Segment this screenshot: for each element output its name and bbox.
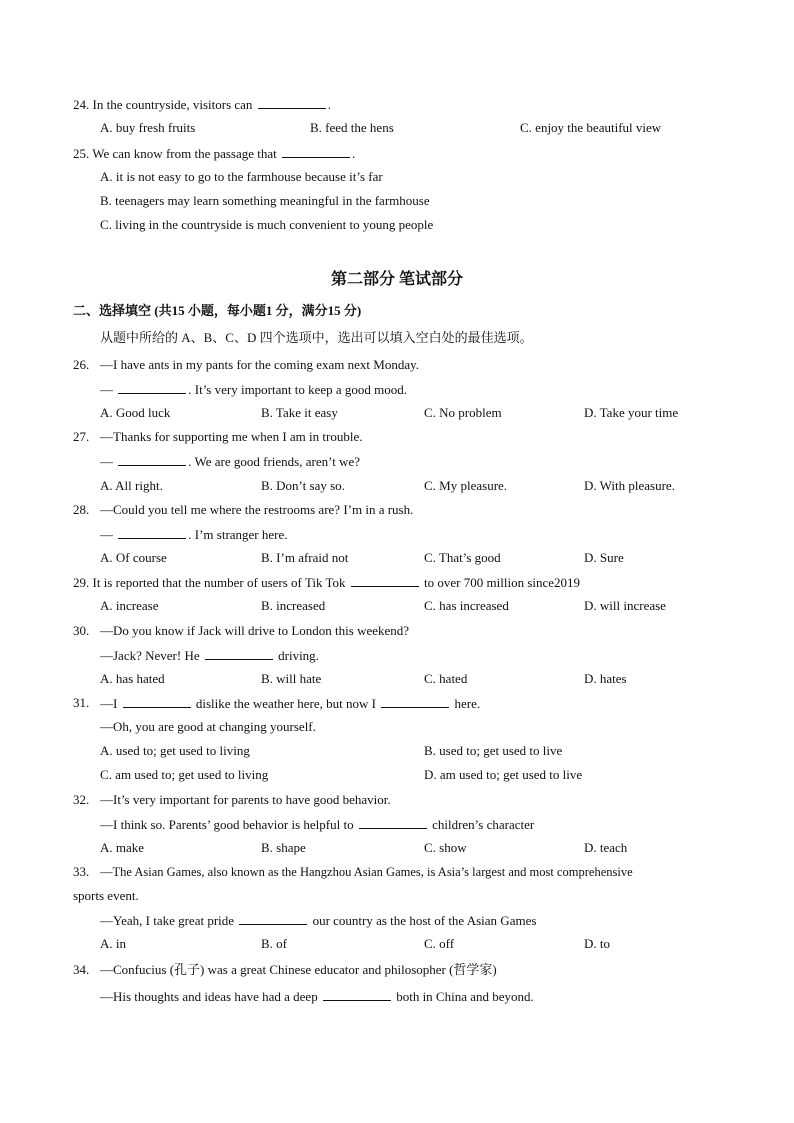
q31-line2: —Oh, you are good at changing yourself. <box>100 719 316 734</box>
answer-blank <box>205 647 273 660</box>
answer-blank <box>351 574 419 587</box>
q32-option-b: B. shape <box>261 840 306 855</box>
q31-line1-mid: dislike the weather here, but now I <box>195 696 376 711</box>
q27-option-a: A. All right. <box>100 478 163 493</box>
q33-option-d: D. to <box>584 936 610 951</box>
section-heading: 二、选择填空 (共15 小题，每小题1 分，满分15 分) <box>73 303 362 318</box>
q25-number: 25. <box>73 146 90 161</box>
answer-blank <box>359 816 427 829</box>
q32-line2-end: children’s character <box>432 817 535 832</box>
q33-number: 33. <box>73 864 90 879</box>
q31-line1-end: here. <box>454 696 481 711</box>
q28-option-b: B. I’m afraid not <box>261 550 349 565</box>
q29-stem-end: to over 700 million since2019 <box>424 575 581 590</box>
q32-option-c: C. show <box>424 840 467 855</box>
q26-line2: — . It’s very important to keep a good mood. <box>100 382 408 397</box>
q25-option-c: C. living in the countryside is much convenient to young people <box>100 217 434 232</box>
q29-stem: It is reported that the number of users of Tik Tok <box>92 575 346 590</box>
answer-blank <box>239 912 307 925</box>
q25-option-a: A. it is not easy to go to the farmhouse because it’s far <box>100 169 383 184</box>
q25-option-b: B. teenagers may learn something meaningful in the farmhouse <box>100 193 430 208</box>
q34-line2 <box>100 988 534 1005</box>
q26-number: 26. <box>73 357 90 372</box>
q28-line2-text: . I’m stranger here. <box>188 527 288 542</box>
q33-option-b: B. of <box>261 936 287 951</box>
q28-option-a: A. Of course <box>100 550 167 565</box>
answer-blank <box>258 96 326 109</box>
question-29 <box>73 574 580 591</box>
q31-option-d: D. am used to; get used to live <box>424 767 583 782</box>
q25-stem-end: . <box>352 146 356 161</box>
part-two-title: 第二部分 笔试部分 <box>330 271 463 288</box>
q28-number: 28. <box>73 502 90 517</box>
q24-stem-end: . <box>327 97 331 112</box>
q29-option-b: B. increased <box>261 598 326 613</box>
q28-line1: —Could you tell me where the restrooms are? I’m in a rush. <box>100 502 414 517</box>
q32-option-d: D. teach <box>584 840 628 855</box>
q26-option-d: D. Take your time <box>584 405 679 420</box>
section-instruction: 从题中所给的 A、B、C、D 四个选项中，选出可以填入空白处的最佳选项。 <box>100 330 533 345</box>
q32-line2-text: —I think so. Parents’ good behavior is helpful to <box>100 817 354 832</box>
q31-option-b: B. used to; get used to live <box>424 743 563 758</box>
question-25 <box>73 145 355 162</box>
q27-number: 27. <box>73 429 90 444</box>
q30-option-c: C. hated <box>424 671 468 686</box>
q30-line2 <box>100 647 319 664</box>
q26-option-b: B. Take it easy <box>261 405 338 420</box>
q27-line1: —Thanks for supporting me when I am in trouble. <box>100 429 363 444</box>
q32-line1: —It’s very important for parents to have good behavior. <box>100 792 391 807</box>
q30-number: 30. <box>73 623 90 638</box>
q24-stem: In the countryside, visitors can <box>92 97 253 112</box>
q33-line1-cont: sports event. <box>73 888 139 903</box>
q33-line2 <box>100 912 536 929</box>
q31-number: 31. <box>73 695 90 710</box>
q26-option-a: A. Good luck <box>100 405 171 420</box>
q27-option-c: C. My pleasure. <box>424 478 508 493</box>
q27-line2-text: . We are good friends, aren’t we? <box>188 454 360 469</box>
q26-line1: —I have ants in my pants for the coming exam next Monday. <box>100 357 420 372</box>
question-24 <box>73 96 331 113</box>
q24-option-b: B. feed the hens <box>310 120 394 135</box>
q32-line2 <box>100 816 534 833</box>
q24-option-c: C. enjoy the beautiful view <box>520 120 662 135</box>
q30-line2-end: driving. <box>278 648 319 663</box>
q30-option-d: D. hates <box>584 671 627 686</box>
q29-number: 29. <box>73 575 90 590</box>
q24-option-a: A. buy fresh fruits <box>100 120 196 135</box>
answer-blank <box>282 145 350 158</box>
q32-number: 32. <box>73 792 90 807</box>
q26-option-c: C. No problem <box>424 405 502 420</box>
q24-number: 24. <box>73 97 90 112</box>
answer-blank <box>118 526 186 539</box>
q33-line2-text: —Yeah, I take great pride <box>100 913 235 928</box>
q33-line1: —The Asian Games, also known as the Hangzhou Asian Games, is Asia’s largest and most comprehensive <box>100 865 633 879</box>
q33-option-c: C. off <box>424 936 455 951</box>
q30-line1: —Do you know if Jack will drive to London this weekend? <box>100 623 410 638</box>
q27-option-d: D. With pleasure. <box>584 478 675 493</box>
q28-option-d: D. Sure <box>584 550 624 565</box>
q30-option-b: B. will hate <box>261 671 322 686</box>
q34-line2-end: both in China and beyond. <box>396 989 534 1004</box>
answer-blank <box>381 695 449 708</box>
q31-line1 <box>100 695 480 712</box>
q34-number: 34. <box>73 962 90 977</box>
q31-option-c: C. am used to; get used to living <box>100 767 269 782</box>
q25-stem: We can know from the passage that <box>92 146 277 161</box>
answer-blank <box>123 695 191 708</box>
q30-option-a: A. has hated <box>100 671 165 686</box>
answer-blank <box>323 988 391 1001</box>
q27-line2: — . We are good friends, aren’t we? <box>100 454 360 469</box>
q29-option-d: D. will increase <box>584 598 666 613</box>
q34-line2-text: —His thoughts and ideas have had a deep <box>100 989 318 1004</box>
q26-line2-text: . It’s very important to keep a good mood. <box>188 382 408 397</box>
q33-option-a: A. in <box>100 936 126 951</box>
q28-line2: — . I’m stranger here. <box>100 527 288 542</box>
q32-option-a: A. make <box>100 840 145 855</box>
q31-option-a: A. used to; get used to living <box>100 743 250 758</box>
q34-line1: —Confucius (孔子) was a great Chinese educator and philosopher (哲学家) <box>100 962 497 977</box>
q29-option-a: A. increase <box>100 598 159 613</box>
q29-option-c: C. has increased <box>424 598 509 613</box>
q27-option-b: B. Don’t say so. <box>261 478 345 493</box>
answer-blank <box>118 453 186 466</box>
q31-line1-text: —I <box>100 696 118 711</box>
q28-option-c: C. That’s good <box>424 550 501 565</box>
q30-line2-text: —Jack? Never! He <box>100 648 200 663</box>
answer-blank <box>118 381 186 394</box>
q33-line2-end: our country as the host of the Asian Games <box>312 913 537 928</box>
